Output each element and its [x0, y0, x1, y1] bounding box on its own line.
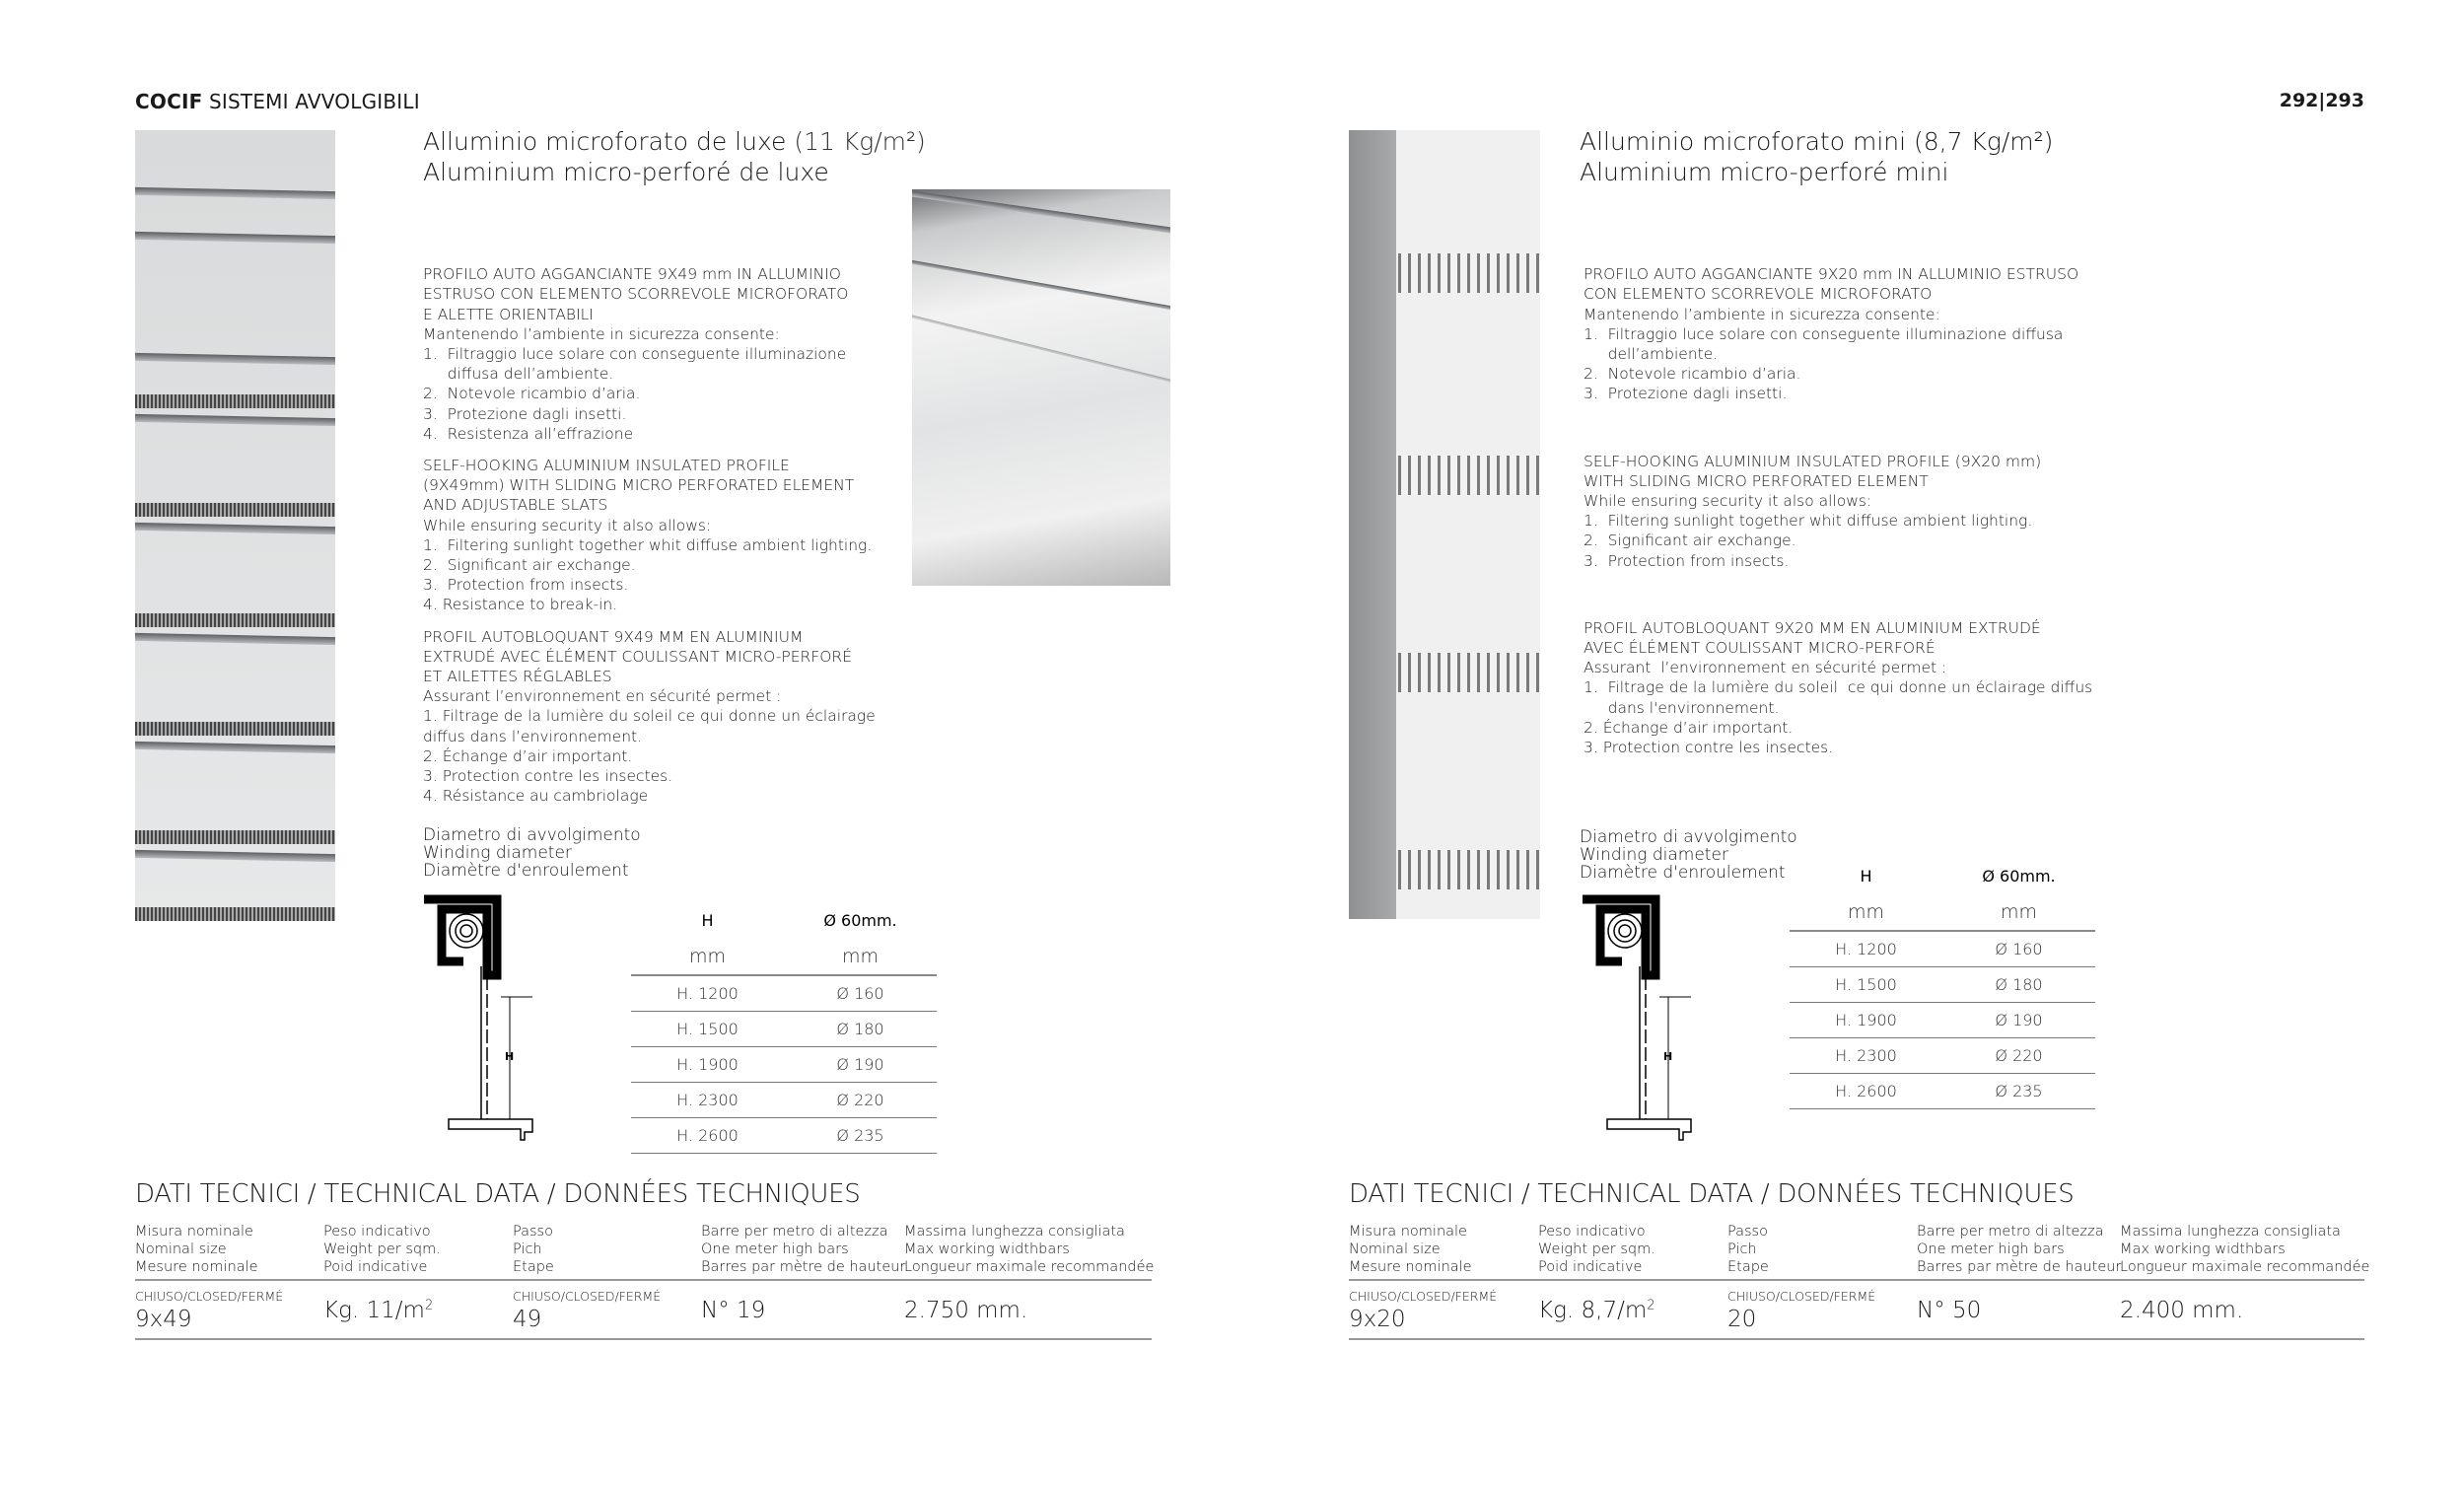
description-it	[423, 264, 886, 444]
text-line: ET AILETTES RÉGLABLES	[423, 668, 612, 686]
winding-label-right	[1580, 828, 1797, 882]
text-line: AND ADJUSTABLE SLATS	[423, 496, 608, 515]
closed-label: CHIUSO/CLOSED/FERMÉ	[135, 1289, 284, 1304]
tech-col-header	[701, 1223, 905, 1276]
diameter-symbol: Ø	[438, 934, 447, 945]
header-line: Massima lunghezza consigliata	[2120, 1224, 2341, 1240]
tech-col-header	[904, 1223, 1154, 1276]
header-line: Barre per metro di altezza	[1917, 1224, 2104, 1240]
diameter-cell: Ø 180	[1942, 966, 2095, 1002]
title-fr: Aluminium micro-perforé mini	[1580, 158, 1949, 186]
header-line: Max working widthbars	[904, 1241, 1070, 1257]
closed-label: CHIUSO/CLOSED/FERMÉ	[513, 1289, 662, 1304]
table-row	[1790, 1037, 2095, 1073]
pitch-value	[513, 1307, 541, 1332]
text-line: 3. Protezione dagli insetti.	[423, 404, 627, 423]
header-line: Mesure nominale	[135, 1259, 258, 1275]
nominal-size-value	[1349, 1307, 1406, 1332]
value-text: 9x20	[1349, 1307, 1406, 1332]
height-cell: H. 2300	[631, 1082, 784, 1117]
unit-h: mm	[631, 938, 784, 975]
closed-label: CHIUSO/CLOSED/FERMÉ	[1349, 1289, 1498, 1304]
title-it: Alluminio microforato mini (8,7 Kg/m²)	[1580, 127, 2054, 156]
header-line: Longueur maximale recommandée	[2120, 1259, 2370, 1275]
superscript: 2	[1647, 1298, 1655, 1313]
table-row	[631, 1046, 937, 1082]
header-line: Misura nominale	[135, 1224, 253, 1240]
diameter-cell: Ø 220	[1942, 1037, 2095, 1073]
height-cell: H. 1200	[631, 975, 784, 1011]
text-line: 2. Échange d’air important.	[1584, 718, 1794, 737]
catalog-section: SISTEMI AVVOLGIBILI	[209, 90, 420, 113]
table-row	[631, 975, 937, 1011]
text-line: 3. Protection contre les insectes.	[1584, 739, 1834, 757]
col-header-diameter: Ø 60mm.	[1982, 866, 2056, 886]
pitch-value	[1727, 1307, 1756, 1332]
unit-d: mm	[784, 938, 937, 975]
diameter-cell: Ø 190	[784, 1046, 937, 1082]
text-line: CON ELEMENTO SCORREVOLE MICROFORATO	[1584, 285, 1933, 304]
diameter-cell: Ø 235	[784, 1117, 937, 1153]
nominal-size-value	[135, 1307, 192, 1332]
running-header	[135, 90, 420, 113]
description-it	[1584, 264, 2136, 403]
unit-d: mm	[1942, 893, 2095, 931]
description-mini	[1584, 245, 2136, 789]
winding-label-en: Winding diameter	[1580, 845, 1728, 865]
text-line: 4. Resistenza all’effrazione	[423, 424, 634, 443]
table-row	[631, 1117, 937, 1153]
header-line: Nominal size	[1349, 1241, 1441, 1257]
description-fr	[423, 627, 886, 807]
value-text: 20	[1727, 1307, 1757, 1332]
height-cell: H. 1200	[1790, 931, 1942, 966]
height-cell: H. 1900	[1790, 1002, 1942, 1037]
text-line: (9X49mm) WITH SLIDING MICRO PERFORATED ELEMENT	[423, 476, 855, 495]
text-line: 1. Filtrage de la lumière du soleil ce qui donne un éclairage	[423, 707, 876, 726]
height-cell: H. 1500	[1790, 966, 1942, 1002]
height-cell: H. 2300	[1790, 1037, 1942, 1073]
text-line: dans l'environnement.	[1584, 698, 1780, 717]
tech-data-title-left: DATI TECNICI / TECHNICAL DATA / DONNÉES TECHNIQUES	[135, 1179, 861, 1209]
header-line: Passo	[1727, 1224, 1768, 1240]
text-line: 3. Protezione dagli insetti.	[1584, 385, 1788, 403]
text-line: 2. Notevole ricambio d’aria.	[1584, 365, 1801, 384]
height-symbol: H	[505, 1050, 515, 1063]
text-line: PROFIL AUTOBLOQUANT 9X20 MM EN ALUMINIUM EXTRUDÉ	[1584, 618, 2041, 637]
winding-diagram-right	[1578, 887, 1706, 1154]
tech-col-header	[1349, 1223, 1472, 1276]
header-line: Pich	[513, 1241, 542, 1257]
value-text: 2.400 mm.	[2120, 1298, 2244, 1323]
text-line: 3. Protection from insects.	[423, 576, 629, 595]
header-line: Etape	[1727, 1259, 1769, 1275]
winding-label-it: Diametro di avvolgimento	[423, 825, 641, 845]
header-line: Longueur maximale recommandée	[904, 1259, 1155, 1275]
winding-table-left	[631, 902, 937, 1154]
tech-data-title-right: DATI TECNICI / TECHNICAL DATA / DONNÉES TECHNIQUES	[1349, 1179, 2075, 1209]
bars-per-meter-value	[701, 1298, 765, 1323]
value-text: 49	[513, 1307, 542, 1332]
text-line: 1. Filtrage de la lumière du soleil ce qui donne un éclairage diffus	[1584, 678, 2093, 697]
header-line: Barres par mètre de hauteur	[1917, 1259, 2122, 1275]
text-line: AVEC ÉLÉMENT COULISSANT MICRO-PERFORÉ	[1584, 639, 1936, 658]
description-fr	[1584, 618, 2136, 757]
diameter-cell: Ø 220	[784, 1082, 937, 1117]
text-line: 1. Filtering sunlight together whit diffuse ambient lighting.	[423, 535, 873, 554]
description-en	[423, 456, 886, 615]
height-cell: H. 1900	[631, 1046, 784, 1082]
tech-col-header	[1917, 1223, 2121, 1276]
value-text: N° 19	[701, 1298, 766, 1323]
text-line: 4. Resistance to break-in.	[423, 596, 618, 614]
tech-col-header	[135, 1223, 258, 1276]
weight-value	[323, 1298, 433, 1323]
text-line: 2. Significant air exchange.	[1584, 532, 1796, 550]
text-line: diffus dans l’environnement.	[423, 727, 643, 745]
height-cell: H. 1500	[631, 1011, 784, 1046]
winding-diagram-left	[419, 887, 547, 1154]
winding-table-right	[1790, 858, 2095, 1109]
text-line: While ensuring security it also allows:	[423, 516, 712, 534]
diameter-cell: Ø 180	[784, 1011, 937, 1046]
superscript: 2	[424, 1298, 434, 1313]
col-header-diameter: Ø 60mm.	[823, 910, 897, 930]
unit-h: mm	[1790, 893, 1942, 931]
header-line: Etape	[513, 1259, 554, 1275]
header-line: Poid indicative	[323, 1259, 428, 1275]
header-line: One meter high bars	[701, 1241, 849, 1257]
page-numbers: 292|293	[2279, 90, 2364, 111]
tech-col-header	[2120, 1223, 2369, 1276]
text-line: SELF-HOOKING ALUMINIUM INSULATED PROFILE (9X20 mm)	[1584, 452, 2042, 470]
header-line: Barre per metro di altezza	[701, 1224, 888, 1240]
text-line: 2. Échange d’air important.	[423, 746, 633, 765]
text-line: SELF-HOOKING ALUMINIUM INSULATED PROFILE	[423, 457, 790, 475]
winding-label-fr: Diamètre d'enroulement	[1580, 863, 1786, 883]
value-text: Kg. 8,7/m	[1538, 1298, 1648, 1323]
text-line: PROFILO AUTO AGGANCIANTE 9X20 mm IN ALLUMINIO ESTRUSO	[1584, 265, 2079, 284]
value-text: 9x49	[135, 1307, 192, 1332]
text-line: EXTRUDÉ AVEC ÉLÉMENT COULISSANT MICRO-PERFORÉ	[423, 647, 852, 666]
text-line: ESTRUSO CON ELEMENTO SCORREVOLE MICROFORATO	[423, 285, 849, 304]
header-line: Poid indicative	[1538, 1259, 1643, 1275]
brand-name: COCIF	[135, 90, 203, 113]
product-photo-deluxe-detail	[912, 189, 1170, 586]
description-en	[1584, 452, 2136, 571]
product-photo-mini	[1349, 130, 1540, 919]
header-line: Peso indicativo	[323, 1224, 431, 1240]
diameter-cell: Ø 190	[1942, 1002, 2095, 1037]
text-line: Assurant l’environnement en sécurité permet :	[1584, 659, 1947, 677]
description-deluxe	[423, 245, 886, 838]
text-line: dell’ambiente.	[1584, 345, 1719, 364]
header-line: Barres par mètre de hauteur	[701, 1259, 906, 1275]
table-row	[1790, 966, 2095, 1002]
title-fr: Aluminium micro-perforé de luxe	[423, 158, 829, 186]
winding-label-en: Winding diameter	[423, 843, 572, 863]
text-line: Mantenendo l’ambiente in sicurezza consente:	[1584, 305, 1940, 323]
value-text: 2.750 mm.	[904, 1298, 1028, 1323]
header-line: Weight per sqm.	[1538, 1241, 1655, 1257]
text-line: 4. Résistance au cambriolage	[423, 787, 649, 806]
product-title-deluxe	[423, 126, 926, 187]
header-line: Misura nominale	[1349, 1224, 1467, 1240]
text-line: PROFIL AUTOBLOQUANT 9X49 MM EN ALUMINIUM	[423, 627, 804, 646]
text-line: 3. Protection from insects.	[1584, 551, 1790, 570]
header-line: Nominal size	[135, 1241, 227, 1257]
winding-label-fr: Diamètre d'enroulement	[423, 861, 629, 881]
product-photo-deluxe-front	[135, 130, 335, 921]
header-line: Weight per sqm.	[323, 1241, 441, 1257]
value-text: N° 50	[1917, 1298, 1982, 1323]
header-line: One meter high bars	[1917, 1241, 2065, 1257]
text-line: 2. Significant air exchange.	[423, 556, 636, 575]
header-line: Passo	[513, 1224, 553, 1240]
height-cell: H. 2600	[631, 1117, 784, 1153]
col-header-h: H	[701, 910, 714, 930]
text-line: 1. Filtering sunlight together whit diffuse ambient lighting.	[1584, 512, 2033, 531]
closed-label: CHIUSO/CLOSED/FERMÉ	[1727, 1289, 1876, 1304]
table-row	[1790, 931, 2095, 966]
text-line: diffusa dell’ambiente.	[423, 365, 614, 384]
header-line: Massima lunghezza consigliata	[904, 1224, 1125, 1240]
table-row	[1790, 1073, 2095, 1108]
title-weight: (11 Kg/m²)	[794, 127, 926, 156]
table-row	[1790, 1002, 2095, 1037]
text-line: 3. Protection contre les insectes.	[423, 767, 673, 786]
header-line: Pich	[1727, 1241, 1757, 1257]
text-line: 1. Filtraggio luce solare con conseguente illuminazione	[423, 345, 847, 364]
text-line: Mantenendo l’ambiente in sicurezza consente:	[423, 324, 780, 343]
height-symbol: H	[1663, 1050, 1673, 1063]
header-line: Mesure nominale	[1349, 1259, 1472, 1275]
header-line: Max working widthbars	[2120, 1241, 2286, 1257]
tech-col-header	[1727, 1223, 1769, 1276]
diameter-cell: Ø 160	[784, 975, 937, 1011]
winding-label-it: Diametro di avvolgimento	[1580, 827, 1797, 847]
text-line: 2. Notevole ricambio d’aria.	[423, 385, 641, 403]
text-line: Assurant l’environnement en sécurité permet :	[423, 687, 782, 706]
bars-per-meter-value	[1917, 1298, 1981, 1323]
header-line: Peso indicativo	[1538, 1224, 1646, 1240]
tech-col-header	[513, 1223, 554, 1276]
text-line: WITH SLIDING MICRO PERFORATED ELEMENT	[1584, 471, 1929, 490]
winding-label-left	[423, 826, 641, 880]
table-row	[631, 1082, 937, 1117]
text-line: E ALETTE ORIENTABILI	[423, 305, 594, 323]
tech-col-header	[323, 1223, 441, 1276]
diameter-symbol: Ø	[1596, 934, 1605, 945]
title-it: Alluminio microforato de luxe	[423, 127, 787, 156]
max-length-value	[2120, 1298, 2243, 1323]
text-line: PROFILO AUTO AGGANCIANTE 9X49 mm IN ALLUMINIO	[423, 265, 841, 284]
weight-value	[1538, 1298, 1655, 1323]
text-line: While ensuring security it also allows:	[1584, 492, 1872, 511]
diameter-cell: Ø 235	[1942, 1073, 2095, 1108]
text-line: 1. Filtraggio luce solare con conseguente illuminazione diffusa	[1584, 324, 2064, 343]
value-text: Kg. 11/m	[323, 1298, 425, 1323]
diameter-cell: Ø 160	[1942, 931, 2095, 966]
col-header-h: H	[1860, 866, 1872, 886]
tech-col-header	[1538, 1223, 1655, 1276]
table-row	[631, 1011, 937, 1046]
product-title-mini	[1580, 126, 2053, 187]
max-length-value	[904, 1298, 1027, 1323]
height-cell: H. 2600	[1790, 1073, 1942, 1108]
